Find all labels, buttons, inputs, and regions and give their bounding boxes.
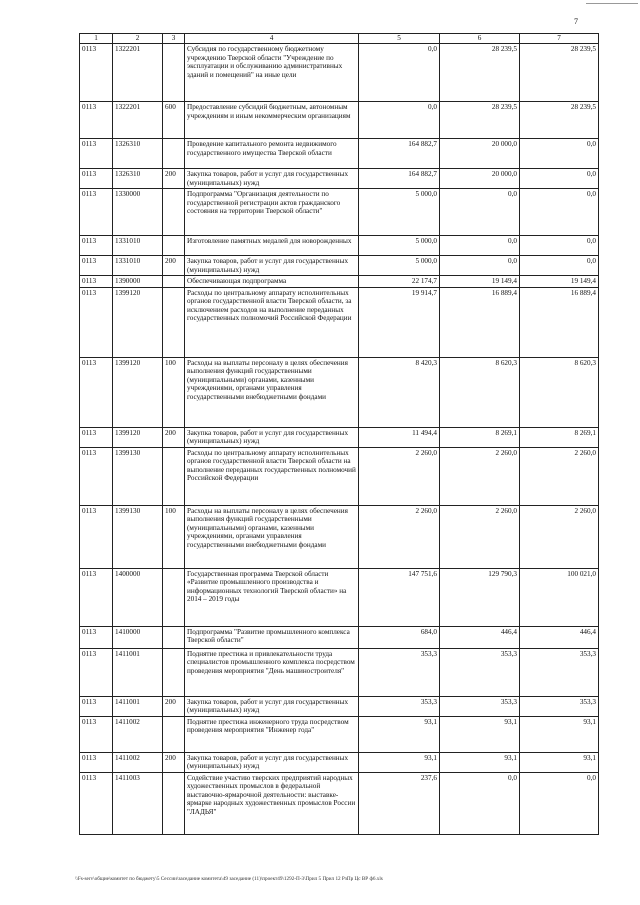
table-row	[80, 236, 599, 256]
table-row	[80, 648, 599, 696]
table-row	[80, 139, 599, 169]
description-cell: Предоставление субсидий бюджетным, автономным учреждениям и иным некоммерческим организациям	[185, 102, 359, 139]
section-code-cell: 0113	[80, 648, 113, 696]
amount-year3-cell: 0,0	[520, 139, 599, 169]
description-cell: Поднятие престижа и привлекательности труда специалистов промышленного комплекса посредством проведения мероприятия "День машиностроителя"	[185, 648, 359, 696]
table-body	[80, 44, 599, 835]
amount-year1-cell: 22 174,7	[359, 276, 440, 288]
header-cell: 3	[163, 34, 185, 44]
header-row	[80, 34, 599, 44]
table-row	[80, 169, 599, 189]
section-code-cell: 0113	[80, 236, 113, 256]
target-code-cell: 1330000	[113, 189, 163, 236]
description-cell: Изготовление памятных медалей для новорожденных	[185, 236, 359, 256]
amount-year2-cell: 0,0	[440, 256, 520, 276]
amount-year2-cell: 20 000,0	[440, 169, 520, 189]
target-code-cell: 1411002	[113, 752, 163, 772]
table-row	[80, 44, 599, 102]
amount-year1-cell: 8 420,3	[359, 357, 440, 427]
amount-year2-cell: 8 620,3	[440, 357, 520, 427]
amount-year2-cell: 0,0	[440, 189, 520, 236]
amount-year3-cell: 0,0	[520, 772, 599, 834]
page-number: 7	[574, 17, 578, 26]
target-code-cell: 1322201	[113, 102, 163, 139]
amount-year1-cell: 93,1	[359, 752, 440, 772]
amount-year1-cell: 164 882,7	[359, 139, 440, 169]
amount-year3-cell: 2 260,0	[520, 447, 599, 505]
expense-type-cell	[163, 189, 185, 236]
expense-type-cell: 100	[163, 357, 185, 427]
target-code-cell: 1411001	[113, 648, 163, 696]
section-code-cell: 0113	[80, 716, 113, 752]
target-code-cell: 1331010	[113, 236, 163, 256]
expense-type-cell: 200	[163, 427, 185, 447]
amount-year2-cell: 19 149,4	[440, 276, 520, 288]
expense-type-cell	[163, 568, 185, 626]
amount-year3-cell: 100 021,0	[520, 568, 599, 626]
description-cell: Расходы по центральному аппарату исполнительных органов государственной власти Тверской области, за исключением расходов на выполнение переданных государственных полномочий Российской Федерации	[185, 287, 359, 357]
section-code-cell: 0113	[80, 44, 113, 102]
table-row	[80, 752, 599, 772]
description-cell: Содействие участию тверских предприятий народных художественных промыслов в федеральной выставочно-ярмарочной деятельности: выставке-ярмарке народных художественных промыслов России "ЛАДЬЯ"	[185, 772, 359, 834]
section-code-cell: 0113	[80, 568, 113, 626]
amount-year2-cell: 28 239,5	[440, 102, 520, 139]
target-code-cell: 1410000	[113, 626, 163, 648]
expense-type-cell	[163, 648, 185, 696]
description-cell: Обеспечивающая подпрограмма	[185, 276, 359, 288]
table-row	[80, 287, 599, 357]
amount-year1-cell: 353,3	[359, 648, 440, 696]
description-cell: Расходы по центральному аппарату исполнительных органов государственной власти Тверской области на выполнение переданных государственных полномочий Российской Федерации	[185, 447, 359, 505]
amount-year2-cell: 16 889,4	[440, 287, 520, 357]
table-row	[80, 626, 599, 648]
description-cell: Подпрограмма "Организация деятельности по государственной регистрации актов гражданского состояния на территории Тверской области"	[185, 189, 359, 236]
amount-year3-cell: 2 260,0	[520, 505, 599, 568]
expense-type-cell: 200	[163, 696, 185, 716]
section-code-cell: 0113	[80, 772, 113, 834]
amount-year3-cell: 0,0	[520, 189, 599, 236]
amount-year1-cell: 684,0	[359, 626, 440, 648]
amount-year1-cell: 0,0	[359, 102, 440, 139]
amount-year3-cell: 0,0	[520, 169, 599, 189]
expense-type-cell	[163, 287, 185, 357]
target-code-cell: 1399120	[113, 287, 163, 357]
target-code-cell: 1400000	[113, 568, 163, 626]
target-code-cell: 1390000	[113, 276, 163, 288]
description-cell: Подпрограмма "Развитие промышленного комплекса Тверской области"	[185, 626, 359, 648]
section-code-cell: 0113	[80, 447, 113, 505]
top-rule	[586, 3, 638, 4]
section-code-cell: 0113	[80, 427, 113, 447]
target-code-cell: 1322201	[113, 44, 163, 102]
amount-year1-cell: 19 914,7	[359, 287, 440, 357]
amount-year1-cell: 5 000,0	[359, 189, 440, 236]
table-row	[80, 696, 599, 716]
description-cell: Закупка товаров, работ и услуг для государственных (муниципальных) нужд	[185, 752, 359, 772]
table-row	[80, 102, 599, 139]
table-row	[80, 568, 599, 626]
expense-type-cell	[163, 447, 185, 505]
header-cell: 2	[113, 34, 163, 44]
amount-year3-cell: 8 269,1	[520, 427, 599, 447]
amount-year3-cell: 0,0	[520, 236, 599, 256]
amount-year2-cell: 93,1	[440, 716, 520, 752]
table-row	[80, 357, 599, 427]
description-cell: Закупка товаров, работ и услуг для государственных (муниципальных) нужд	[185, 256, 359, 276]
section-code-cell: 0113	[80, 139, 113, 169]
amount-year1-cell: 93,1	[359, 716, 440, 752]
section-code-cell: 0113	[80, 287, 113, 357]
amount-year2-cell: 353,3	[440, 696, 520, 716]
description-cell: Закупка товаров, работ и услуг для государственных (муниципальных) нужд	[185, 427, 359, 447]
target-code-cell: 1411002	[113, 716, 163, 752]
amount-year2-cell: 20 000,0	[440, 139, 520, 169]
section-code-cell: 0113	[80, 256, 113, 276]
expense-type-cell	[163, 236, 185, 256]
amount-year2-cell: 8 269,1	[440, 427, 520, 447]
table-row	[80, 256, 599, 276]
target-code-cell: 1399120	[113, 427, 163, 447]
expense-type-cell	[163, 44, 185, 102]
header-cell: 4	[185, 34, 359, 44]
amount-year1-cell: 0,0	[359, 44, 440, 102]
amount-year3-cell: 446,4	[520, 626, 599, 648]
section-code-cell: 0113	[80, 102, 113, 139]
section-code-cell: 0113	[80, 169, 113, 189]
target-code-cell: 1326310	[113, 139, 163, 169]
amount-year2-cell: 353,3	[440, 648, 520, 696]
amount-year2-cell: 129 790,3	[440, 568, 520, 626]
target-code-cell: 1411003	[113, 772, 163, 834]
description-cell: Закупка товаров, работ и услуг для государственных (муниципальных) нужд	[185, 169, 359, 189]
amount-year1-cell: 147 751,6	[359, 568, 440, 626]
amount-year3-cell: 353,3	[520, 696, 599, 716]
table-row	[80, 189, 599, 236]
amount-year2-cell: 2 260,0	[440, 447, 520, 505]
description-cell: Поднятие престижа инженерного труда посредством проведения мероприятия "Инженер года"	[185, 716, 359, 752]
amount-year3-cell: 8 620,3	[520, 357, 599, 427]
table-row	[80, 447, 599, 505]
section-code-cell: 0113	[80, 696, 113, 716]
amount-year3-cell: 19 149,4	[520, 276, 599, 288]
table-row	[80, 772, 599, 834]
amount-year3-cell: 353,3	[520, 648, 599, 696]
section-code-cell: 0113	[80, 276, 113, 288]
expense-type-cell	[163, 276, 185, 288]
expense-type-cell: 200	[163, 256, 185, 276]
amount-year1-cell: 2 260,0	[359, 505, 440, 568]
amount-year3-cell: 0,0	[520, 256, 599, 276]
target-code-cell: 1399130	[113, 447, 163, 505]
expense-type-cell	[163, 626, 185, 648]
amount-year2-cell: 2 260,0	[440, 505, 520, 568]
amount-year2-cell: 0,0	[440, 772, 520, 834]
description-cell: Расходы на выплаты персоналу в целях обеспечения выполнения функций государственными (муниципальными) органами, казенными учреждениями, органами управления государственными внебюджетными фондами	[185, 357, 359, 427]
budget-table	[79, 33, 599, 835]
amount-year3-cell: 93,1	[520, 752, 599, 772]
amount-year1-cell: 5 000,0	[359, 256, 440, 276]
table-row	[80, 505, 599, 568]
target-code-cell: 1331010	[113, 256, 163, 276]
file-path-footer: \\Fs-serv\общие\комитет по бюджету\5 Сессии\заседание комитета\49 заседание (11)\проект49\1292-П-3\Прил 5 Прил 12 РзПр Цс ВР ф6.xls	[75, 876, 383, 882]
target-code-cell: 1399120	[113, 357, 163, 427]
amount-year2-cell: 0,0	[440, 236, 520, 256]
amount-year3-cell: 28 239,5	[520, 102, 599, 139]
table-row	[80, 276, 599, 288]
section-code-cell: 0113	[80, 505, 113, 568]
header-cell: 6	[440, 34, 520, 44]
amount-year1-cell: 164 882,7	[359, 169, 440, 189]
expense-type-cell	[163, 772, 185, 834]
expense-type-cell	[163, 139, 185, 169]
amount-year2-cell: 93,1	[440, 752, 520, 772]
table-row	[80, 427, 599, 447]
section-code-cell: 0113	[80, 752, 113, 772]
description-cell: Субсидия по государственному бюджетному учреждению Тверской области "Учреждение по эксплуатации и обслуживанию административных зданий и помещений" на иные цели	[185, 44, 359, 102]
amount-year3-cell: 93,1	[520, 716, 599, 752]
header-cell: 7	[520, 34, 599, 44]
description-cell: Государственная программа Тверской области «Развитие промышленного производства и информационных технологий Тверской области» на 2014 – 2019 годы	[185, 568, 359, 626]
amount-year3-cell: 16 889,4	[520, 287, 599, 357]
expense-type-cell: 200	[163, 169, 185, 189]
amount-year1-cell: 5 000,0	[359, 236, 440, 256]
header-cell: 5	[359, 34, 440, 44]
description-cell: Закупка товаров, работ и услуг для государственных (муниципальных) нужд	[185, 696, 359, 716]
target-code-cell: 1411001	[113, 696, 163, 716]
section-code-cell: 0113	[80, 357, 113, 427]
amount-year2-cell: 28 239,5	[440, 44, 520, 102]
amount-year3-cell: 28 239,5	[520, 44, 599, 102]
amount-year1-cell: 11 494,4	[359, 427, 440, 447]
table-row	[80, 716, 599, 752]
section-code-cell: 0113	[80, 626, 113, 648]
amount-year1-cell: 353,3	[359, 696, 440, 716]
target-code-cell: 1399130	[113, 505, 163, 568]
description-cell: Расходы на выплаты персоналу в целях обеспечения выполнения функций государственными (муниципальными) органами, казенными учреждениями, органами управления государственными внебюджетными фондами	[185, 505, 359, 568]
section-code-cell: 0113	[80, 189, 113, 236]
amount-year1-cell: 237,6	[359, 772, 440, 834]
expense-type-cell: 100	[163, 505, 185, 568]
description-cell: Проведение капитального ремонта недвижимого государственного имущества Тверской области	[185, 139, 359, 169]
amount-year2-cell: 446,4	[440, 626, 520, 648]
expense-type-cell: 600	[163, 102, 185, 139]
expense-type-cell: 200	[163, 752, 185, 772]
header-cell: 1	[80, 34, 113, 44]
amount-year1-cell: 2 260,0	[359, 447, 440, 505]
target-code-cell: 1326310	[113, 169, 163, 189]
expense-type-cell	[163, 716, 185, 752]
